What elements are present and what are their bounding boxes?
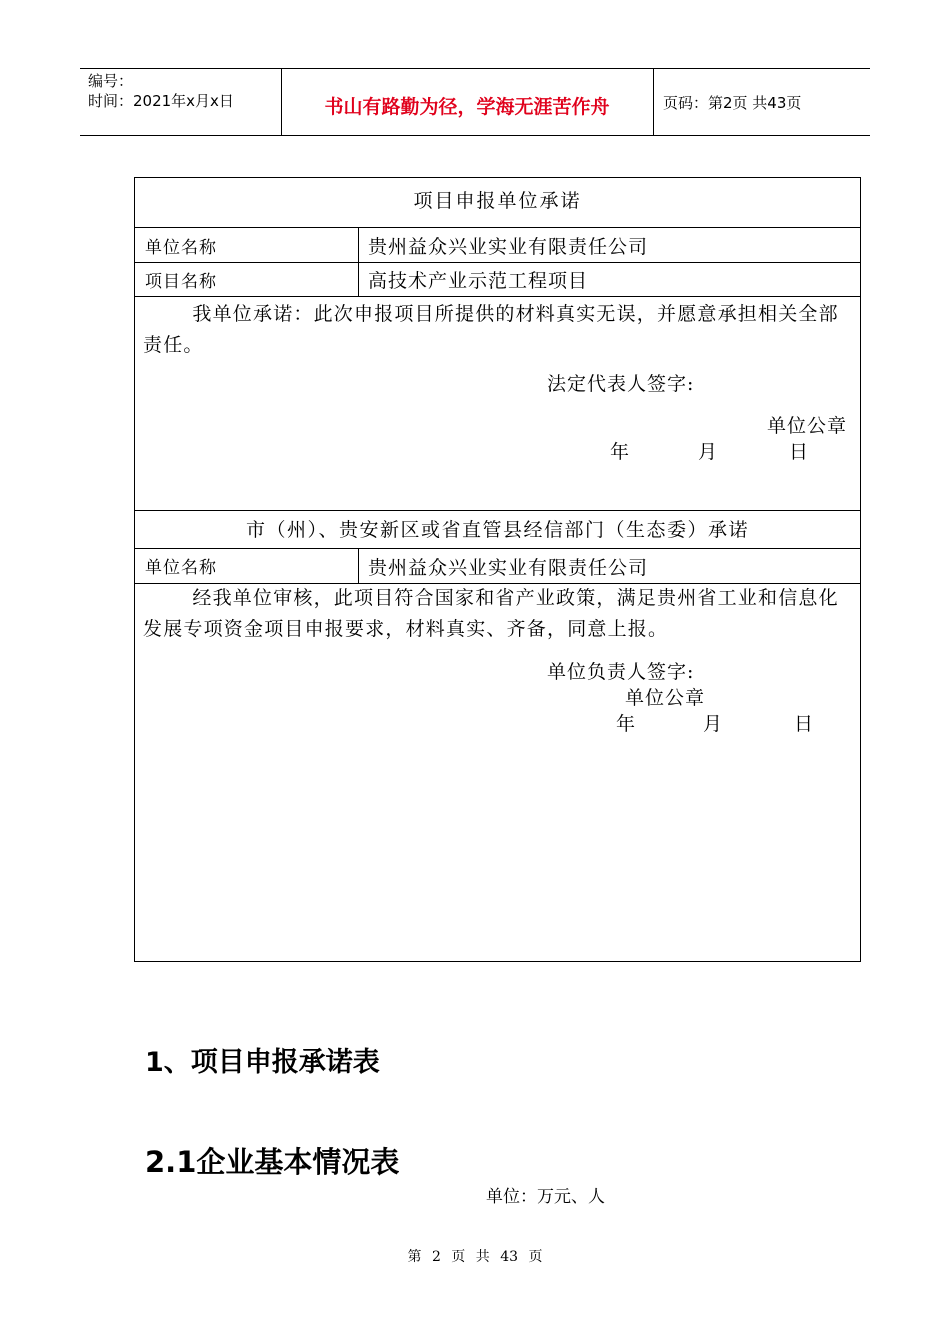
section2-title: 市（州）、贵安新区或省直管县经信部门（生态委）承诺 (245, 519, 749, 541)
row-line (135, 548, 860, 549)
section1-signature-label: 法定代表人签字: (547, 373, 695, 395)
header-page-label: 页码：第2页 共43页 (663, 94, 802, 112)
page-footer: 第 2 页 共 43 页 (407, 1249, 543, 1265)
header-top-border (80, 68, 870, 69)
section1-year: 年 (610, 441, 631, 463)
unit-note: 单位：万元、人 (486, 1187, 605, 1207)
heading-company-info: 2.1企业基本情况表 (145, 1145, 400, 1179)
section2-month: 月 (703, 713, 724, 735)
header-bottom-border (80, 135, 870, 136)
section1-title: 项目申报单位承诺 (413, 190, 582, 212)
section2-day: 日 (794, 713, 815, 735)
row-line (135, 227, 860, 228)
section2-signature-label: 单位负责人签字: (547, 661, 695, 683)
section1-month: 月 (698, 441, 719, 463)
col-line (358, 548, 359, 583)
row-line (135, 296, 860, 297)
section1-unit-name-value: 贵州益众兴业实业有限责任公司 (368, 236, 649, 258)
section1-seal-label: 单位公章 (767, 415, 848, 437)
section1-unit-name-label: 单位名称 (145, 238, 217, 258)
section2-year: 年 (616, 713, 637, 735)
row-line (135, 510, 860, 511)
section1-project-name-label: 项目名称 (145, 272, 217, 292)
section2-unit-name-value: 贵州益众兴业实业有限责任公司 (368, 557, 649, 579)
section1-day: 日 (789, 441, 810, 463)
section2-seal-label: 单位公章 (625, 687, 706, 709)
section2-review-text: 经我单位审核，此项目符合国家和省产业政策，满足贵州省工业和信息化发展专项资金项目申报要求，材料真实、齐备，同意上报。 (143, 587, 839, 640)
header-divider-right (653, 68, 654, 136)
col-line (358, 227, 359, 296)
header-code-label: 编号： (88, 72, 134, 90)
heading-project-promise: 1、项目申报承诺表 (145, 1047, 380, 1078)
section1-project-name-value: 高技术产业示范工程项目 (368, 270, 589, 292)
row-line (135, 262, 860, 263)
section1-promise-text: 我单位承诺：此次申报项目所提供的材料真实无误，并愿意承担相关全部责任。 (143, 303, 839, 356)
promise-table (134, 177, 861, 962)
section2-unit-name-label: 单位名称 (145, 558, 217, 578)
header-motto: 书山有路勤为径，学海无涯苦作舟 (324, 96, 610, 118)
header-time-label: 时间：2021年x月x日 (88, 92, 234, 110)
